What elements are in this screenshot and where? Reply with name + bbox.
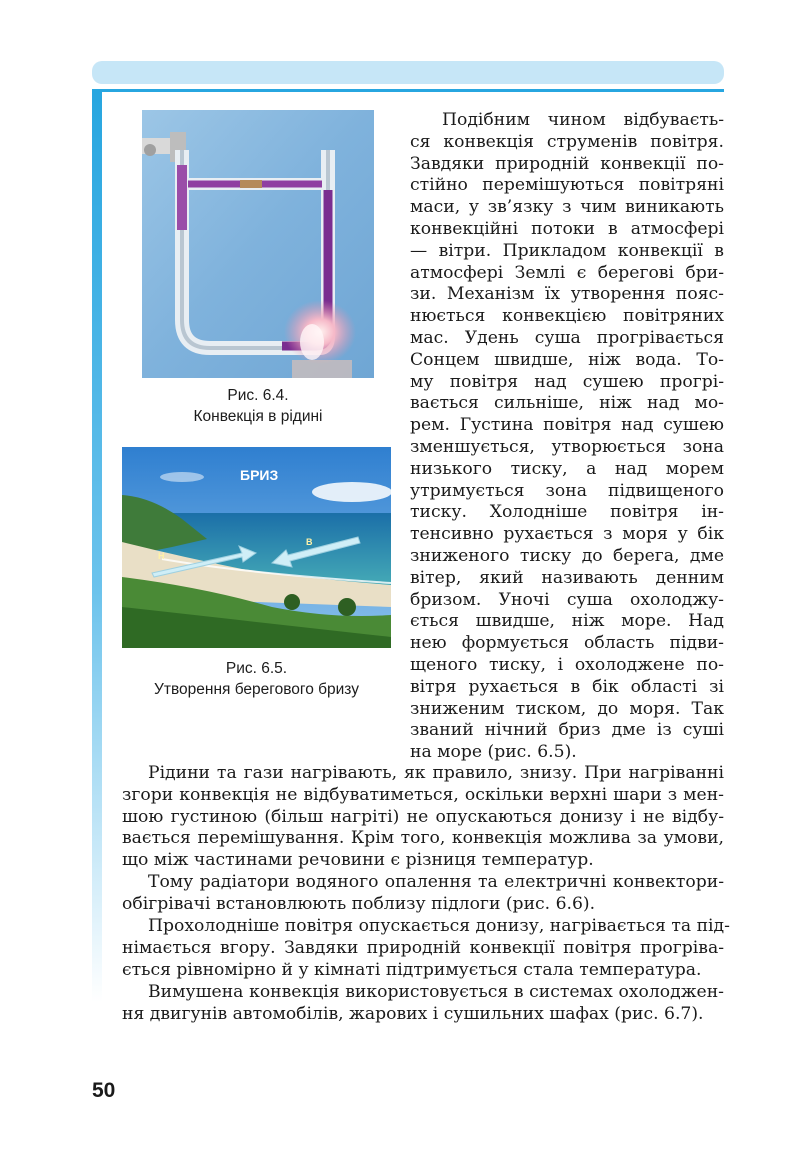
side-line: низького тиску, а над морем	[410, 458, 724, 479]
side-line: зниженим тиском, до моря. Так	[410, 698, 724, 719]
paragraph-line: вається перемішування. Крім того, конвекція можлива за умови,	[122, 828, 724, 849]
paragraph-line: обігрівачі встановлюють поблизу підлоги (рис. 6.6).	[122, 893, 596, 914]
side-line: рем. Густина повітря над сушею	[410, 415, 724, 436]
paragraph-line: Рідини та гази нагрівають, як правило, знизу. При нагріванні	[148, 763, 724, 783]
side-line: мас. Удень суша прогрівається	[410, 327, 724, 348]
paragraph-line: Тому радіатори водяного опалення та електричні конвектори-	[148, 872, 724, 892]
side-line: зи. Механізм їх утворення пояс-	[410, 284, 724, 305]
header-band	[92, 61, 724, 84]
paragraph-line: що між частинами речовини є різниця температур.	[122, 850, 594, 871]
side-line: вається сильніше, ніж над мо-	[410, 393, 724, 414]
side-line: бризом. Уночі суша охолоджу-	[410, 589, 724, 610]
figure-6-4-caption	[142, 385, 374, 427]
paragraph-line: згори конвекція не відбуватиметься, оскільки верхні шари з мен-	[122, 784, 724, 805]
paragraph-heating-from-below	[122, 763, 724, 872]
paragraph-line: німається вгору. Завдяки природній конвекції повітря прогріва-	[122, 937, 724, 958]
paragraph-line: ня двигунів автомобілів, жарових і сушильних шафах (рис. 6.7).	[122, 1003, 704, 1024]
paragraph-line: шою густиною (більш нагріті) не опускаються донизу і не відбу-	[122, 806, 724, 827]
figure-6-5-caption	[122, 658, 391, 700]
side-line: атмосфері Землі є берегові бри-	[410, 262, 724, 283]
breeze-image-label: БРИЗ	[240, 467, 279, 483]
side-accent-bar	[92, 92, 102, 1002]
side-line: маси, у зв’язку з чим виникають	[410, 197, 724, 218]
figure-6-5-title: Утворення берегового бризу	[154, 681, 359, 698]
side-line: нюється конвекцією повітряних	[410, 306, 724, 327]
figure-convection-liquid-photo	[142, 110, 374, 378]
paragraph-line: Прохолодніше повітря опускається донизу, нагрівається та під-	[148, 916, 730, 936]
side-line: нею формується область підви-	[410, 633, 724, 654]
side-line: тиску. Холодніше повітря ін-	[410, 502, 724, 523]
side-line: — вітри. Прикладом конвекції в	[410, 240, 724, 261]
paragraph-radiators	[122, 872, 724, 916]
side-line: ється швидше, ніж море. Над	[410, 611, 724, 632]
side-line: званий нічний бриз дме із суші	[410, 720, 724, 741]
side-line: Подібним чином відбуваєть-	[442, 110, 724, 130]
side-text-column	[410, 110, 724, 764]
side-line: тенсивно рухається з моря у бік	[410, 524, 724, 545]
side-line: ся конвекція струменів повітря.	[410, 131, 724, 152]
side-line: му повітря над сушею прогрі-	[410, 371, 724, 392]
side-line: Завдяки природній конвекції по-	[410, 153, 724, 174]
side-line: щеного тиску, і охолоджене по-	[410, 654, 724, 675]
figure-6-4-number: Рис. 6.4.	[227, 387, 289, 404]
header-rule	[92, 89, 724, 92]
side-line: зниженого тиску до берега, дме	[410, 545, 724, 566]
figure-6-4-title: Конвекція в рідині	[193, 408, 323, 425]
paragraph-cool-air	[122, 916, 730, 981]
paragraph-line: ється рівномірно й у кімнаті підтримується стала температура.	[122, 959, 702, 980]
figure-sea-breeze-photo	[122, 447, 391, 648]
side-line: на море (рис. 6.5).	[410, 742, 577, 763]
side-line: вітер, який називають денним	[410, 567, 724, 588]
paragraph-line: Вимушена конвекція використовується в системах охолоджен-	[148, 982, 724, 1002]
side-line: вітря рухається в бік області зі	[410, 676, 724, 697]
side-line: утримується зона підвищеного	[410, 480, 724, 501]
side-line: зменшується, утворюється зона	[410, 436, 724, 457]
figure-6-5-number: Рис. 6.5.	[225, 660, 288, 677]
side-line: конвекційні потоки в атмосфері	[410, 218, 724, 239]
arrow-letter-right: В	[306, 537, 313, 547]
arrow-letter-left: Н	[158, 551, 165, 561]
paragraph-forced-convection	[122, 982, 724, 1026]
page-number: 50	[92, 1079, 116, 1102]
side-line: Сонцем швидше, ніж вода. То-	[410, 349, 724, 370]
side-line: стійно перемішуються повітряні	[410, 175, 724, 196]
